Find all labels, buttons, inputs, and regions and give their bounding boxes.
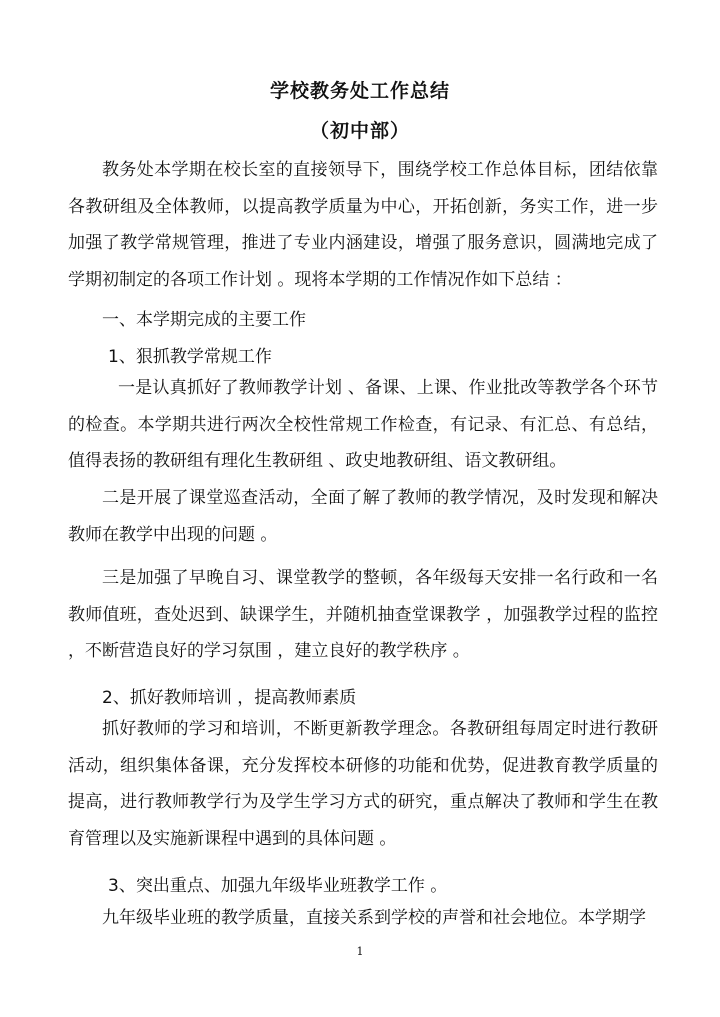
paragraph-3: 三是加强了早晚自习、课堂教学的整顿，各年级每天安排一名行政和一名教师值班，查处迟到、缺课学生，并随机抽查堂课教学 ，加强教学过程的监控 ，不断营造良好的学习氛围 ，建立良好的教学秩序 。 xyxy=(68,568,658,661)
paragraph-1: 一是认真抓好了教师教学计划 、备课、上课、作业批改等教学各个环节的检查。本学期共进行两次全校性常规工作检查，有记录、有汇总、有总结，值得表扬的教研组有理化生教研组 、政史地教研组、语文教研组。 xyxy=(68,378,658,471)
page-number: 1 xyxy=(356,945,364,958)
item-heading-1: 1、狠抓教学常规工作 xyxy=(108,347,272,367)
item-heading-3: 3、突出重点、加强九年级毕业班教学工作 。 xyxy=(108,876,448,896)
section-heading-1: 一、本学期完成的主要工作 xyxy=(102,310,306,330)
document-subtitle: （初中部） xyxy=(309,120,410,142)
paragraph-2: 二是开展了课堂巡查活动，全面了解了教师的教学情况，及时发现和解决教师在教学中出现的问题 。 xyxy=(68,488,658,545)
paragraph-4: 抓好教师的学习和培训，不断更新教学理念。各教研组每周定时进行教研活动，组织集体备课，充分发挥校本研修的功能和优势，促进教育教学质量的提高，进行教师教学行为及学生学习方式的研究，重点解决了教师和学生在教育管理以及实施新课程中遇到的具体问题 。 xyxy=(68,719,658,849)
intro-paragraph: 教务处本学期在校长室的直接领导下，围绕学校工作总体目标，团结依靠各教研组及全体教师，以提高教学质量为中心，开拓创新，务实工作，进一步加强了教学常规管理，推进了专业内涵建设，增强了服务意识，圆满地完成了学期初制定的各项工作计划 。现将本学期的工作情况作如下总结 ： xyxy=(68,160,658,290)
document-title: 学校教务处工作总结 xyxy=(269,80,450,102)
paragraph-5: 九年级毕业班的教学质量，直接关系到学校的声誉和社会地位。本学期学 xyxy=(102,908,646,928)
item-heading-2: 2、抓好教师培训 ，提高教师素质 xyxy=(102,688,357,708)
